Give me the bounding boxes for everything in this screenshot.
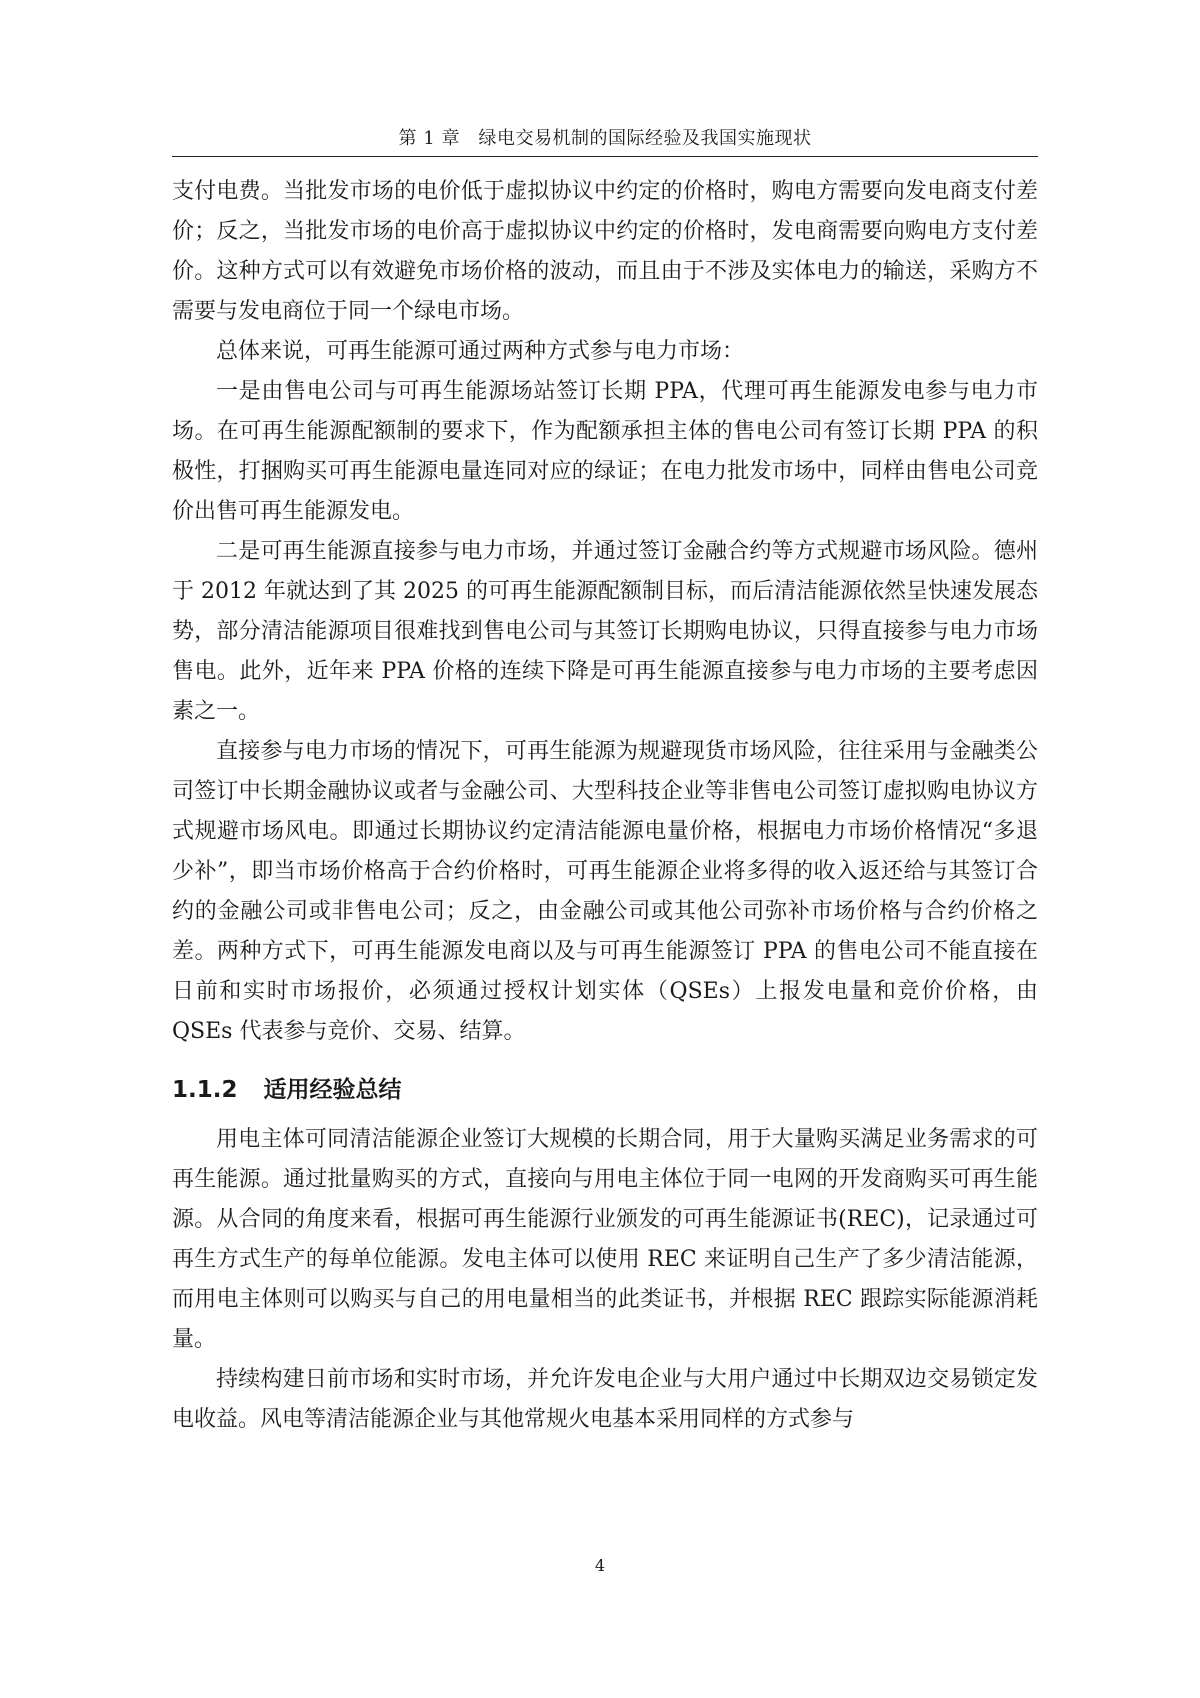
header-rule — [172, 156, 1038, 157]
running-header: 第 1 章 绿电交易机制的国际经验及我国实施现状 — [398, 128, 812, 149]
paragraph: 用电主体可同清洁能源企业签订大规模的长期合同，用于大量购买满足业务需求的可再生能源。通过批量购买的方式，直接向与用电主体位于同一电网的开发商购买可再生能源。从合同的角度来看，根据可再生能源行业颁发的可再生能源证书(REC)，记录通过可再生方式生产的每单位能源。发电主体可以使用 REC 来证明自己生产了多少清洁能源，而用电主体则可以购买与自己的用电量相当的此类证书，并根据 REC 跟踪实际能源消耗量。 — [172, 1127, 1038, 1352]
body-text — [172, 172, 1038, 1440]
section-title: 适用经验总结 — [263, 1077, 402, 1103]
section-heading — [172, 1070, 1038, 1110]
page-number: 4 — [594, 1556, 606, 1575]
paragraph: 直接参与电力市场的情况下，可再生能源为规避现货市场风险，往往采用与金融类公司签订中长期金融协议或者与金融公司、大型科技企业等非售电公司签订虚拟购电协议方式规避市场风电。即通过长期协议约定清洁能源电量价格，根据电力市场价格情况“多退少补”，即当市场价格高于合约价格时，可再生能源企业将多得的收入返还给与其签订合约的金融公司或非售电公司；反之，由金融公司或其他公司弥补市场价格与合约价格之差。两种方式下，可再生能源发电商以及与可再生能源签订 PPA 的售电公司不能直接在日前和实时市场报价，必须通过授权计划实体（QSEs）上报发电量和竞价价格，由 QSEs 代表参与竞价、交易、结算。 — [172, 739, 1038, 1044]
paragraph: 一是由售电公司与可再生能源场站签订长期 PPA，代理可再生能源发电参与电力市场。在可再生能源配额制的要求下，作为配额承担主体的售电公司有签订长期 PPA 的积极性，打捆购买可再生能源电量连同对应的绿证；在电力批发市场中，同样由售电公司竞价出售可再生能源发电。 — [172, 379, 1038, 524]
paragraph: 二是可再生能源直接参与电力市场，并通过签订金融合约等方式规避市场风险。德州于 2012 年就达到了其 2025 的可再生能源配额制目标，而后清洁能源依然呈快速发展态势，部分清洁能源项目很难找到售电公司与其签订长期购电协议，只得直接参与电力市场售电。此外，近年来 PPA 价格的连续下降是可再生能源直接参与电力市场的主要考虑因素之一。 — [172, 539, 1038, 724]
section-number: 1.1.2 — [172, 1077, 238, 1103]
paragraph: 持续构建日前市场和实时市场，并允许发电企业与大用户通过中长期双边交易锁定发电收益。风电等清洁能源企业与其他常规火电基本采用同样的方式参与 — [172, 1367, 1038, 1432]
paragraph: 总体来说，可再生能源可通过两种方式参与电力市场： — [216, 339, 745, 364]
paragraph: 支付电费。当批发市场的电价低于虚拟协议中约定的价格时，购电方需要向发电商支付差价；反之，当批发市场的电价高于虚拟协议中约定的价格时，发电商需要向购电方支付差价。这种方式可以有效避免市场价格的波动，而且由于不涉及实体电力的输送，采购方不需要与发电商位于同一个绿电市场。 — [172, 179, 1038, 324]
